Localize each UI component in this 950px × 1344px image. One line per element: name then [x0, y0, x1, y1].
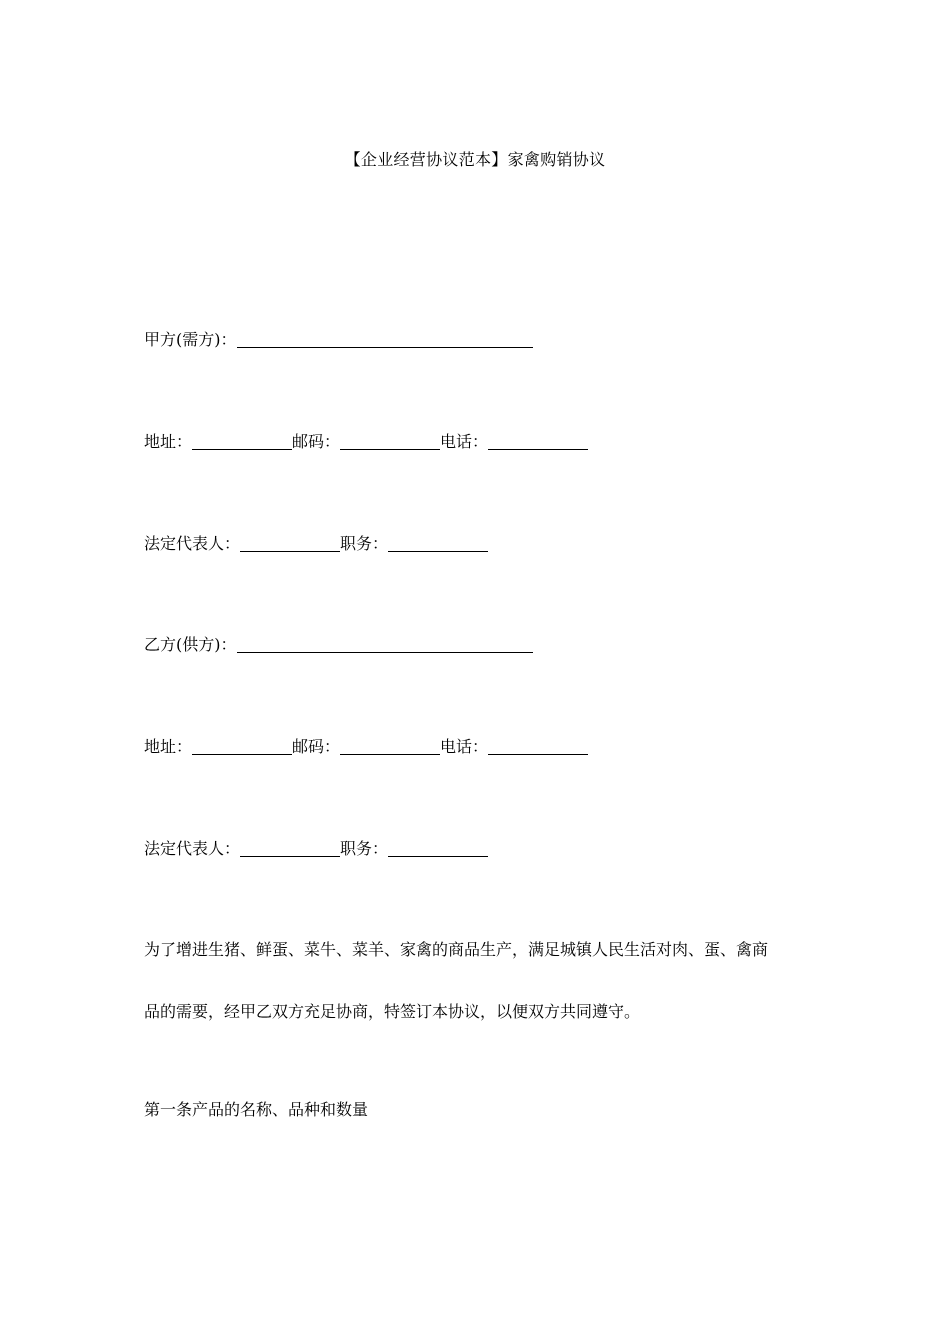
party-a-position-label: 职务：	[340, 534, 389, 553]
intro-paragraph-line-2: 品的需要，经甲乙双方充足协商，特签订本协议，以便双方共同遵守。	[144, 1002, 641, 1021]
party-a-phone-label: 电话：	[440, 432, 489, 451]
article-1-heading: 第一条产品的名称、品种和数量	[144, 1100, 369, 1119]
intro-paragraph-line-1: 为了增进生猪、鲜蛋、菜牛、菜羊、家禽的商品生产，满足城镇人民生活对肉、蛋、禽商	[144, 940, 769, 959]
party-b-name-blank	[237, 635, 533, 653]
party-a-name-blank	[237, 330, 533, 348]
party-a-postcode-label: 邮码：	[292, 432, 341, 451]
party-a-address-label: 地址：	[144, 432, 193, 451]
party-a-line	[144, 328, 533, 352]
party-b-phone-label: 电话：	[440, 737, 489, 756]
party-a-rep-label: 法定代表人：	[144, 534, 241, 553]
party-b-postcode-blank	[340, 737, 440, 755]
party-a-phone-blank	[488, 432, 588, 450]
party-b-rep-line	[144, 837, 488, 861]
party-b-phone-blank	[488, 737, 588, 755]
party-b-postcode-label: 邮码：	[292, 737, 341, 756]
party-a-rep-blank	[240, 534, 340, 552]
party-a-label: 甲方(需方)：	[144, 330, 237, 349]
party-b-contact-line	[144, 735, 588, 759]
party-b-rep-label: 法定代表人：	[144, 839, 241, 858]
party-a-address-blank	[192, 432, 292, 450]
party-b-rep-blank	[240, 839, 340, 857]
party-b-position-label: 职务：	[340, 839, 389, 858]
party-b-address-blank	[192, 737, 292, 755]
party-b-line	[144, 633, 533, 657]
party-b-label: 乙方(供方)：	[144, 635, 237, 654]
party-a-rep-line	[144, 532, 488, 556]
party-a-postcode-blank	[340, 432, 440, 450]
party-a-position-blank	[388, 534, 488, 552]
party-a-contact-line	[144, 430, 588, 454]
document-title: 【企业经营协议范本】家禽购销协议	[344, 150, 606, 169]
party-b-address-label: 地址：	[144, 737, 193, 756]
party-b-position-blank	[388, 839, 488, 857]
